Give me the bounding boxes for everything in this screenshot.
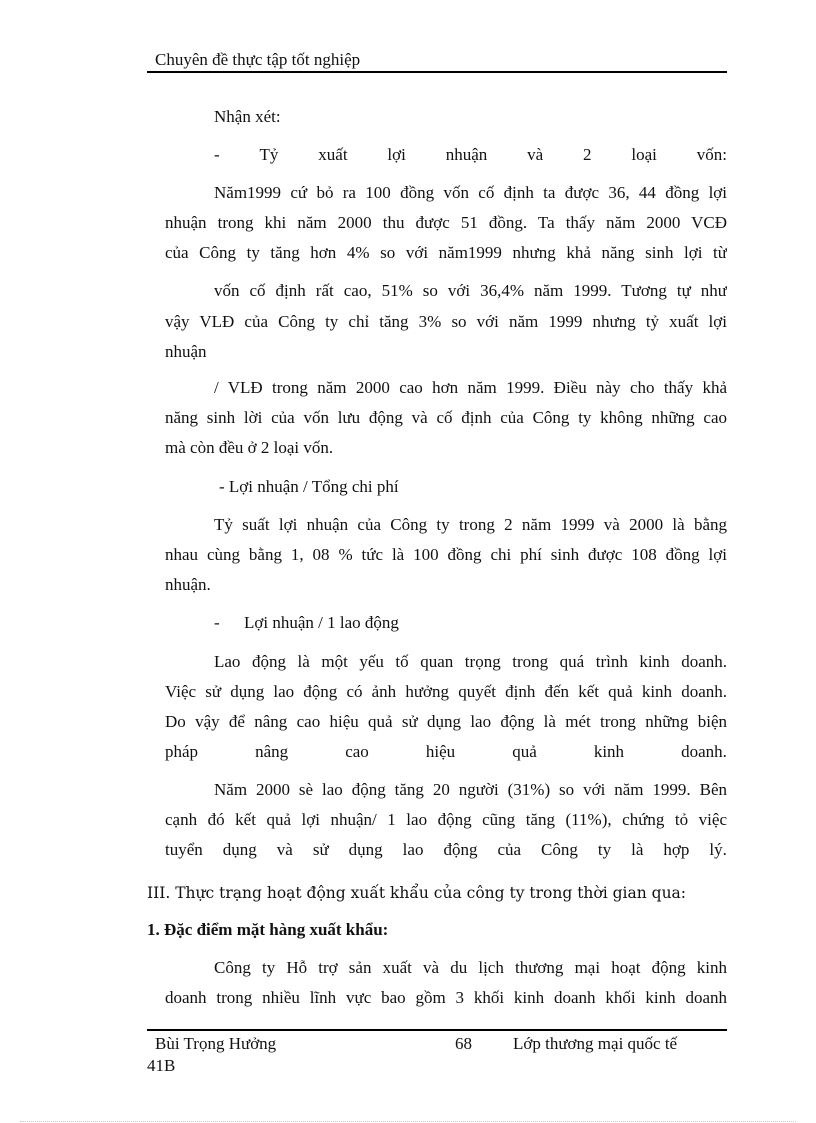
paragraph-line: năng sinh lời của vốn lưu động và cố định của Công ty không những cao — [165, 408, 727, 427]
word: loại — [631, 145, 657, 164]
bullet-dash: - — [214, 613, 220, 632]
word: doanh. — [681, 742, 727, 761]
word: dụng — [348, 840, 383, 859]
paragraph-line: nhuận. — [165, 575, 211, 594]
page-number: 68 — [455, 1034, 472, 1053]
remark-heading: Nhận xét: — [214, 107, 281, 126]
paragraph-line: Do vậy để nâng cao hiệu quả sử dụng lao động là mét trong những biện — [165, 712, 727, 731]
word: 2 — [583, 145, 592, 164]
paragraph-line: Năm 2000 sè lao động tăng 20 người (31%) so với năm 1999. Bên — [214, 780, 727, 799]
paragraph-line: cạnh đó kết quả lợi nhuận/ 1 lao động cũng tăng (11%), chứng tỏ việc — [165, 810, 727, 829]
word: động — [443, 840, 478, 859]
word: pháp — [165, 742, 199, 761]
footer-class-cont: 41B — [147, 1056, 176, 1075]
paragraph-line: Công ty Hỗ trợ sản xuất và du lịch thương mại hoạt động kinh — [214, 958, 727, 977]
paragraph-line: Tỷ suất lợi nhuận của Công ty trong 2 năm 1999 và 2000 là bằng — [214, 515, 727, 534]
spread-line — [165, 741, 727, 763]
word: hợp — [663, 840, 690, 859]
word: lao — [402, 840, 424, 859]
word: lý. — [709, 840, 727, 859]
word: kinh — [593, 742, 625, 761]
spread-line — [165, 839, 727, 861]
word: dụng — [222, 840, 257, 859]
word: của — [497, 840, 522, 859]
word: tuyển — [165, 840, 203, 859]
word: - — [214, 145, 220, 164]
word: sử — [312, 840, 329, 859]
word: là — [631, 840, 644, 859]
word: nâng — [255, 742, 289, 761]
word: quả — [512, 742, 537, 761]
section-heading: III. Thực trạng hoạt động xuất khẩu của công ty trong thời gian qua: — [147, 884, 687, 902]
bullet-profit-labor: Lợi nhuận / 1 lao động — [244, 613, 399, 632]
footer-class: Lớp thương mại quốc tế — [513, 1034, 678, 1053]
word: lợi — [387, 145, 406, 164]
paragraph-line: nhau cùng bằng 1, 08 % tức là 100 đồng chi phí sinh được 108 đồng lợi — [165, 545, 727, 564]
paragraph-line: Lao động là một yếu tố quan trọng trong quá trình kinh doanh. — [214, 652, 727, 671]
running-header: Chuyên đề thực tập tốt nghiệp — [155, 50, 361, 69]
spread-line-profit-ratio — [214, 144, 727, 166]
paragraph-line: Việc sử dụng lao động có ảnh hưởng quyết định đến kết quả kinh doanh. — [165, 682, 727, 701]
paragraph-line: của Công ty tăng hơn 4% so với năm1999 nhưng khả năng sinh lợi từ — [165, 243, 727, 262]
paragraph-line: nhuận trong khi năm 2000 thu được 51 đồng. Ta thấy năm 2000 VCĐ — [165, 213, 727, 232]
paragraph-line: nhuận — [165, 342, 207, 361]
paragraph-line: Năm1999 cứ bỏ ra 100 đồng vốn cố định ta được 36, 44 đồng lợi — [214, 183, 727, 202]
paragraph-line: mà còn đều ở 2 loại vốn. — [165, 438, 334, 457]
word: nhuận — [445, 145, 488, 164]
word: xuất — [318, 145, 348, 164]
paragraph-line: vốn cố định rất cao, 51% so với 36,4% năm 1999. Tương tự như — [214, 281, 727, 300]
footer-rule — [147, 1029, 727, 1031]
paragraph-line: / VLĐ trong năm 2000 cao hơn năm 1999. Điều này cho thấy khả — [214, 378, 727, 397]
paragraph-line: vậy VLĐ của Công ty chỉ tăng 3% so với năm 1999 nhưng tỷ xuất lợi — [165, 312, 727, 331]
word: Tỷ — [259, 145, 279, 164]
bullet-profit-cost: - Lợi nhuận / Tổng chi phí — [219, 477, 399, 496]
word: hiệu — [425, 742, 456, 761]
word: cao — [345, 742, 369, 761]
word: ty — [597, 840, 612, 859]
word: và — [527, 145, 544, 164]
word: và — [276, 840, 293, 859]
paragraph-line: doanh trong nhiều lĩnh vực bao gồm 3 khối kinh doanh khối kinh doanh — [165, 988, 727, 1007]
header-rule — [147, 71, 727, 73]
page-edge-divider — [20, 1121, 796, 1122]
word: vốn: — [696, 145, 727, 164]
footer-author: Bùi Trọng Hưởng — [155, 1034, 277, 1053]
word: Công — [541, 840, 578, 859]
subsection-heading: 1. Đặc điểm mặt hàng xuất khẩu: — [147, 920, 389, 939]
